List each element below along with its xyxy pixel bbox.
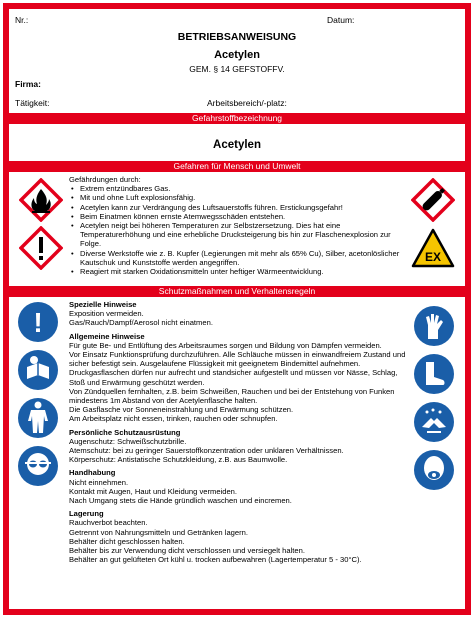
gefahrstoff-bar: Gefahrstoffbezeichnung [9,113,465,124]
respirator-icon [413,449,455,491]
protection-text [69,300,411,564]
hazard-item: • Acetylen neigt bei höheren Temperaturen zur Selbstzersetzung. Dies hat eine Temperaturerhöhung und eine erhebliche Drucksteigerung bis hin zur Flaschenexplosion zur Folge. [69,221,409,249]
gas-cylinder-icon [411,178,455,222]
text-line: Am Arbeitsplatz nicht essen, trinken, rauchen oder schnupfen. [69,414,278,424]
taetigkeit-label: Tätigkeit: [15,98,50,108]
text-line: Behälter an gut gelüfteten Ort kühl u. trocken aufbewahren (Lagertemperatur 5 - 30°C). [69,555,362,565]
arbeitsbereich-label: Arbeitsbereich/-platz: [207,98,287,108]
section-title: Handhabung [69,468,116,478]
nr-label: Nr.: [15,15,29,25]
read-manual-icon [17,349,59,391]
explosive-atmosphere-icon [411,226,455,270]
protective-clothing-icon [17,397,59,439]
text-line: Behälter dicht geschlossen halten. [69,536,185,546]
schutz-region [9,297,465,615]
section-title: Persönliche Schutzausrüstung [69,427,181,437]
text-line: Für gute Be- und Entlüftung des Arbeitsraumes sorgen und Bildung von Dämpfen vermeiden. [69,340,382,350]
hazard-item: • Mit und ohne Luft explosionsfähig. [69,193,409,202]
hazard-list [69,184,409,276]
substance-heading: Acetylen [214,49,260,61]
text-line: Nach Umgang stets die Hände gründlich waschen und eincremen. [69,496,292,506]
exclamation-hazard-icon [19,226,63,270]
operating-instruction-sheet [3,3,471,615]
firma-label: Firma: [15,79,41,89]
text-line: Augenschutz: Schweißschutzbrille. [69,436,187,446]
text-line: Gas/Rauch/Dampf/Aerosol nicht einatmen. [69,318,213,328]
general-mandatory-icon [17,301,59,343]
hazard-item: • Reagiert mit starken Oxidationsmitteln unter heftiger Wärmeentwicklung. [69,267,409,276]
ex-label: EX [424,250,442,264]
text-line: Behälter bis zur Verwendung dicht verschlossen und versiegelt halten. [69,546,305,556]
gefahren-region [9,172,465,286]
text-line: Getrennt von Nahrungsmitteln und Getränken lagern. [69,527,248,537]
text-line: Atemschutz: bei zu geringer Sauerstoffkonzentration oder unklaren Verhältnissen. [69,446,344,456]
hazard-item: • Beim Einatmen können ernste Atemwegsschäden entstehen. [69,212,409,221]
section-title: Allgemeine Hinweise [69,331,145,341]
hazard-text [69,175,409,276]
flame-icon [19,178,63,222]
schutz-bar: Schutzmaßnahmen und Verhaltensregeln [9,286,465,297]
header-block [9,9,465,117]
hand-washing-icon [413,401,455,443]
hazard-intro: Gefährdungen durch: [69,175,141,184]
text-line: Rauchverbot beachten. [69,518,148,528]
safety-boots-icon [413,353,455,395]
hazard-item: • Diverse Werkstoffe wie z. B. Kupfer (Legierungen mit mehr als 65% Cu), Silber, acetonlöslicher Kautschuk und Kunststoffe werden angegriffen. [69,249,409,267]
substance-name: Acetylen [213,139,261,151]
text-line: Druckgasflaschen dürfen nur aufrecht und standsicher aufgestellt und müssen vor Nässe, Schlag, Stoß und Erwärmung geschützt werden. [69,368,398,387]
datum-label: Datum: [327,15,355,25]
regulation-reference: GEM. § 14 GEFSTOFFV. [189,64,285,74]
document-title: BETRIEBSANWEISUNG [177,31,297,43]
text-line: Die Gasflasche vor Sonneneinstrahlung und Erwärmung schützen. [69,405,294,415]
hazard-item: • Extrem entzündbares Gas. [69,184,409,193]
hazard-item: • Acetylen kann zur Verdrängung des Luftsauerstoffs führen. Erstickungsgefahr! [69,203,409,212]
gefahren-bar: Gefahren für Mensch und Umwelt [9,161,465,172]
text-line: Nicht einnehmen. [69,477,129,487]
text-line: Von Zündquellen fernhalten, z.B. beim Schweißen, Rauchen und bei der Entstehung von Funken mindestens 1m Abstand von der Acetylenflasche halten. [69,386,395,406]
text-line: Kontakt mit Augen, Haut und Kleidung vermeiden. [69,486,238,496]
gloves-icon [413,305,455,347]
text-line: Körperschutz: Antistatische Schutzkleidung, z.B. aus Baumwolle. [69,455,288,465]
section-title: Spezielle Hinweise [69,300,137,309]
section-title: Lagerung [69,509,104,519]
eye-protection-icon [17,445,59,487]
text-line: Exposition vermeiden. [69,309,144,319]
text-line: Vor Einsatz Funktionsprüfung durchzuführen. Alle Schläuche müssen in einwandfreiem Zustand und sicher befestigt sein. Ausgelaufene Flüssigkeit mit geeignetem Bindemittel aufnehmen. [69,350,406,369]
mandatory-mark: ! [33,307,43,338]
